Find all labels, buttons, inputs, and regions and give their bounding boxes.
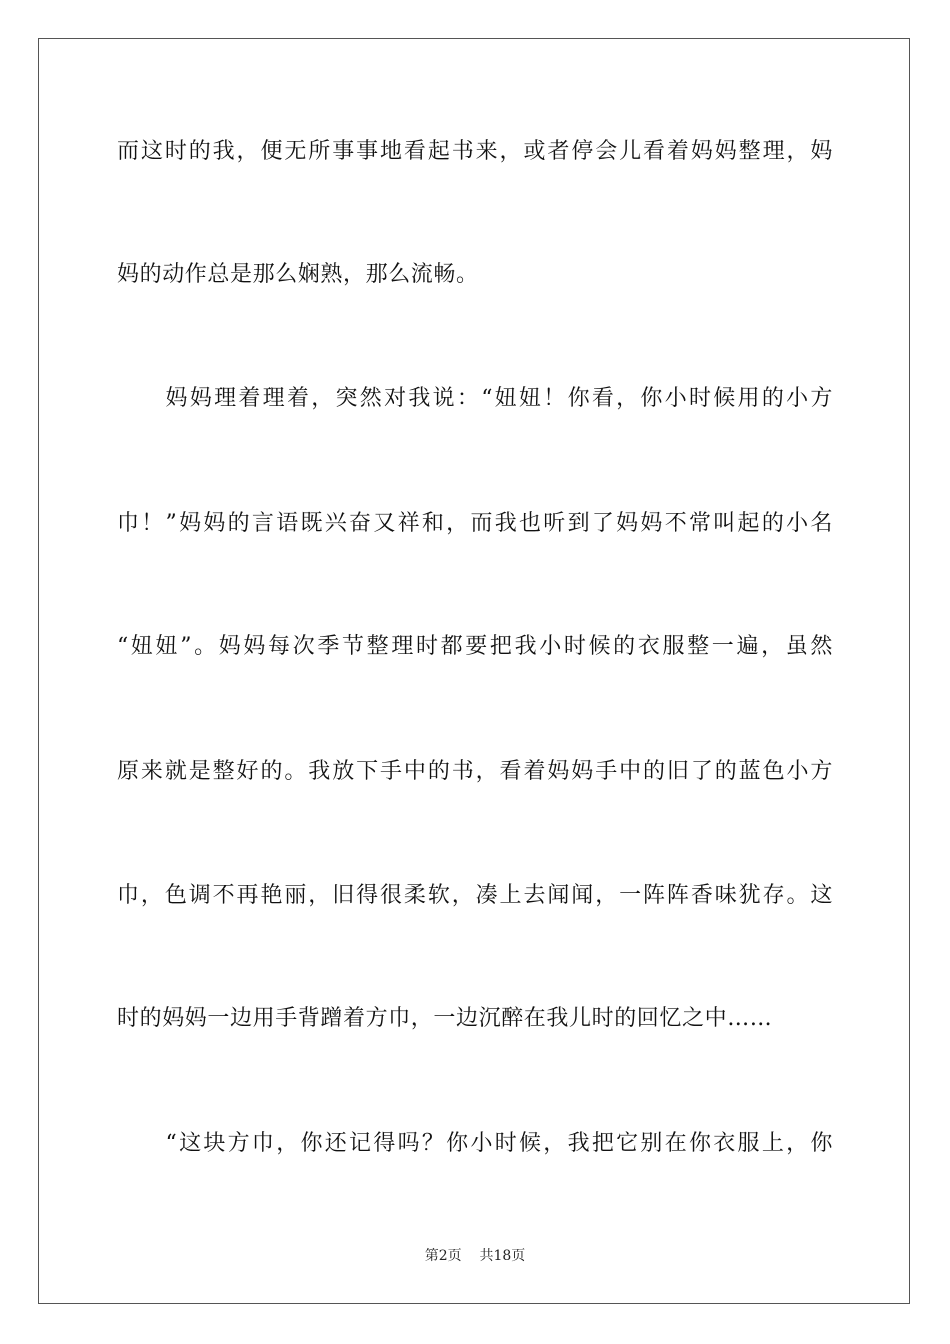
text-line-8: 时的妈妈一边用手背蹭着方巾，一边沉醉在我儿时的回忆之中……: [117, 1006, 773, 1031]
text-line-7: 巾，色调不再艳丽，旧得很柔软，凑上去闻闻，一阵阵香味犹存。这: [117, 883, 833, 908]
page-footer: [0, 1247, 950, 1265]
page-number: 第2页: [424, 1248, 462, 1264]
page-border: [38, 38, 910, 1304]
text-line-4: 巾！”妈妈的言语既兴奋又祥和，而我也听到了妈妈不常叫起的小名: [117, 511, 833, 536]
page-total: 共18页: [479, 1248, 526, 1264]
text-line-5: “妞妞”。妈妈每次季节整理时都要把我小时候的衣服整一遍，虽然: [117, 634, 833, 659]
text-line-6: 原来就是整好的。我放下手中的书，看着妈妈手中的旧了的蓝色小方: [117, 759, 833, 784]
text-line-3: 妈妈理着理着，突然对我说：“妞妞！你看，你小时候用的小方: [117, 386, 833, 411]
text-line-9: “这块方巾，你还记得吗？你小时候，我把它别在你衣服上，你: [117, 1131, 833, 1156]
text-line-2: 妈的动作总是那么娴熟，那么流畅。: [117, 262, 479, 287]
text-line-1: 而这时的我，便无所事事地看起书来，或者停会儿看着妈妈整理，妈: [117, 139, 833, 164]
